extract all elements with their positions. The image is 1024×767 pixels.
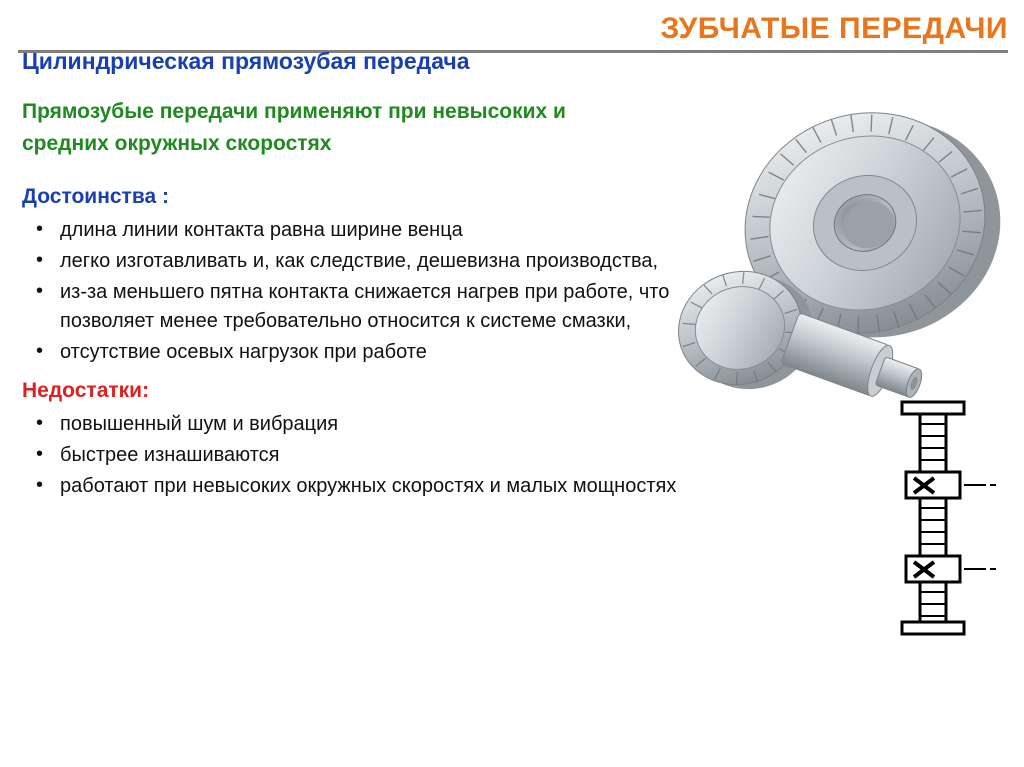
list-item: • повышенный шум и вибрация (22, 410, 682, 439)
list-item: • быстрее изнашиваются (22, 441, 682, 470)
list-item: • легко изготавливать и, как следствие, дешевизна производства, (22, 247, 682, 276)
gear-pair-figure (640, 88, 1020, 398)
list-item: • длина линии контакта равна ширине венца (22, 216, 682, 245)
intro-paragraph: Прямозубые передачи применяют при невысоких и средних окружных скоростях (22, 99, 566, 156)
list-item: • отсутствие осевых нагрузок при работе (22, 338, 682, 367)
disadvantages-heading: Недостатки: (22, 378, 150, 402)
advantages-heading: Достоинства : (22, 184, 169, 208)
spur-gear-pair-icon (640, 88, 1020, 398)
page-title: ЗУБЧАТЫЕ ПЕРЕДАЧИ (660, 12, 1008, 45)
slide-body (22, 48, 682, 511)
shaft-schematic-figure (880, 390, 1010, 650)
advantages-list (22, 216, 682, 367)
slide-subtitle: Цилиндрическая прямозубая передача (22, 48, 470, 74)
disadvantages-list (22, 410, 682, 501)
list-item: • из-за меньшего пятна контакта снижается нагрев при работе, что позволяет менее требовательно относится к системе смазки, (22, 278, 682, 336)
shaft-schematic-icon (880, 390, 1010, 650)
list-item: • работают при невысоких окружных скоростях и малых мощностях (22, 472, 682, 501)
